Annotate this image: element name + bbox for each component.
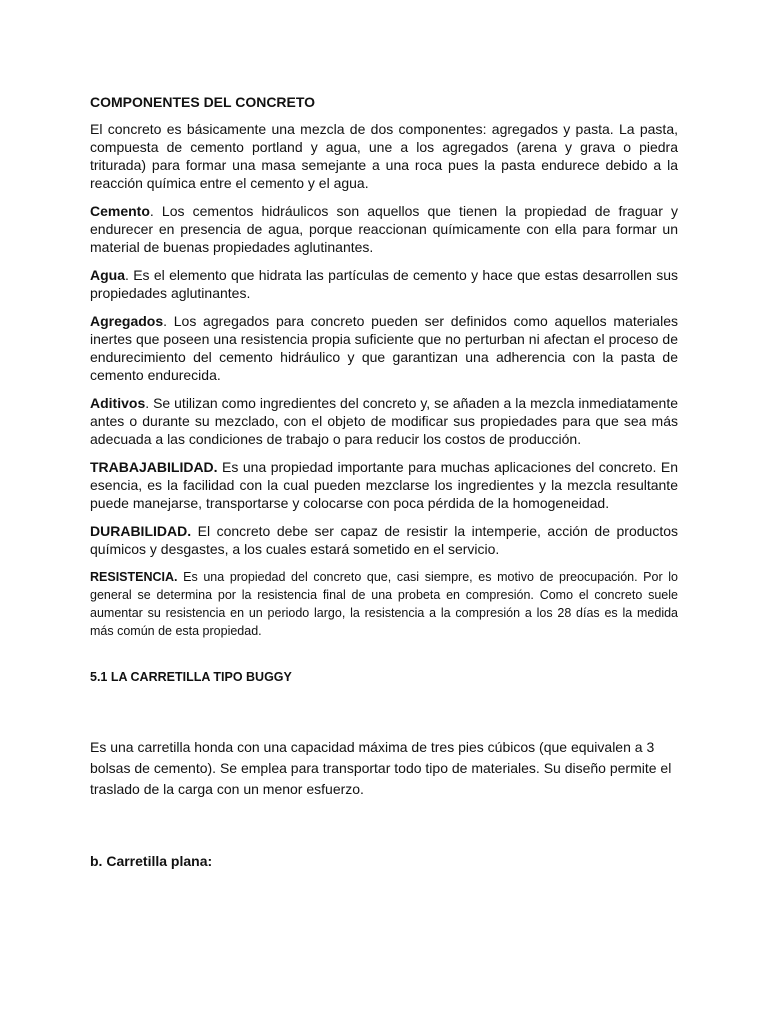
paragraph-text: . Los cementos hidráulicos son aquellos que tienen la propiedad de fraguar y endurecer en presencia de agua, porque reaccionan químicamente con ella para formar un material de buenas propiedades aglutinantes. [90,203,678,255]
paragraph-lead: Aditivos [90,395,146,411]
document-title: COMPONENTES DEL CONCRETO [90,94,316,110]
paragraph-text: . Se utilizan como ingredientes del concreto y, se añaden a la mezcla inmediatamente antes o durante su mezclado, con el objeto de modificar sus propiedades para que sea más adecuada a las condiciones de trabajo o para reducir los costos de producción. [90,395,678,447]
paragraph-text: Es una propiedad del concreto que, casi siempre, es motivo de preocupación. Por lo general se determina por la resistencia final de una probeta en compresión. Como el concreto suele aumentar su resistencia en un periodo largo, la resistencia a la compresión a los 28 días es la medida más común de esta propiedad. [90,570,678,638]
paragraph-lead: Agregados [90,313,164,329]
subheading: b. Carretilla plana: [90,853,213,869]
paragraph-lead: TRABAJABILIDAD. [90,459,218,475]
paragraph-resistencia [90,568,678,640]
paragraph-lead: Agua [90,267,125,283]
paragraph-text: El concreto debe ser capaz de resistir la intemperie, acción de productos químicos y desgastes, a los cuales estará sometido en el servicio. [90,523,678,557]
buggy-description: Es una carretilla honda con una capacidad máxima de tres pies cúbicos (que equivalen a 3 bolsas de cemento). Se emplea para transportar todo tipo de materiales. Su diseño permite el traslado de la carga con un menor esfuerzo. [90,739,672,797]
document-page [90,93,678,870]
paragraph-aditivos [90,394,678,448]
paragraph-text: . Los agregados para concreto pueden ser definidos como aquellos materiales inertes que poseen una resistencia propia suficiente que no perturban ni afectan el proceso de endurecimiento del cemento hidráulico y que garantizan una adherencia con la pasta de cemento endurecida. [90,313,678,383]
paragraph-lead: DURABILIDAD. [90,523,192,539]
paragraph-durabilidad [90,522,678,558]
paragraph-lead: RESISTENCIA. [90,570,178,584]
paragraph-agregados [90,312,678,384]
paragraph-text: . Es el elemento que hidrata las partículas de cemento y hace que estas desarrollen sus propiedades aglutinantes. [90,267,678,301]
section-heading: 5.1 LA CARRETILLA TIPO BUGGY [90,670,292,684]
paragraph-trabajabilidad [90,458,678,512]
paragraph-text: Es una propiedad importante para muchas aplicaciones del concreto. En esencia, es la facilidad con la cual pueden mezclarse los ingredientes y la mezcla resultante puede manejarse, transportarse y colocarse con poca pérdida de la homogeneidad. [90,459,678,511]
intro-paragraph: El concreto es básicamente una mezcla de dos componentes: agregados y pasta. La pasta, compuesta de cemento portland y agua, une a los agregados (arena y grava o piedra triturada) para formar una masa semejante a una roca pues la pasta endurece debido a la reacción química entre el cemento y el agua. [90,121,678,191]
paragraph-agua [90,266,678,302]
paragraph-cemento [90,202,678,256]
paragraph-lead: Cemento [90,203,150,219]
